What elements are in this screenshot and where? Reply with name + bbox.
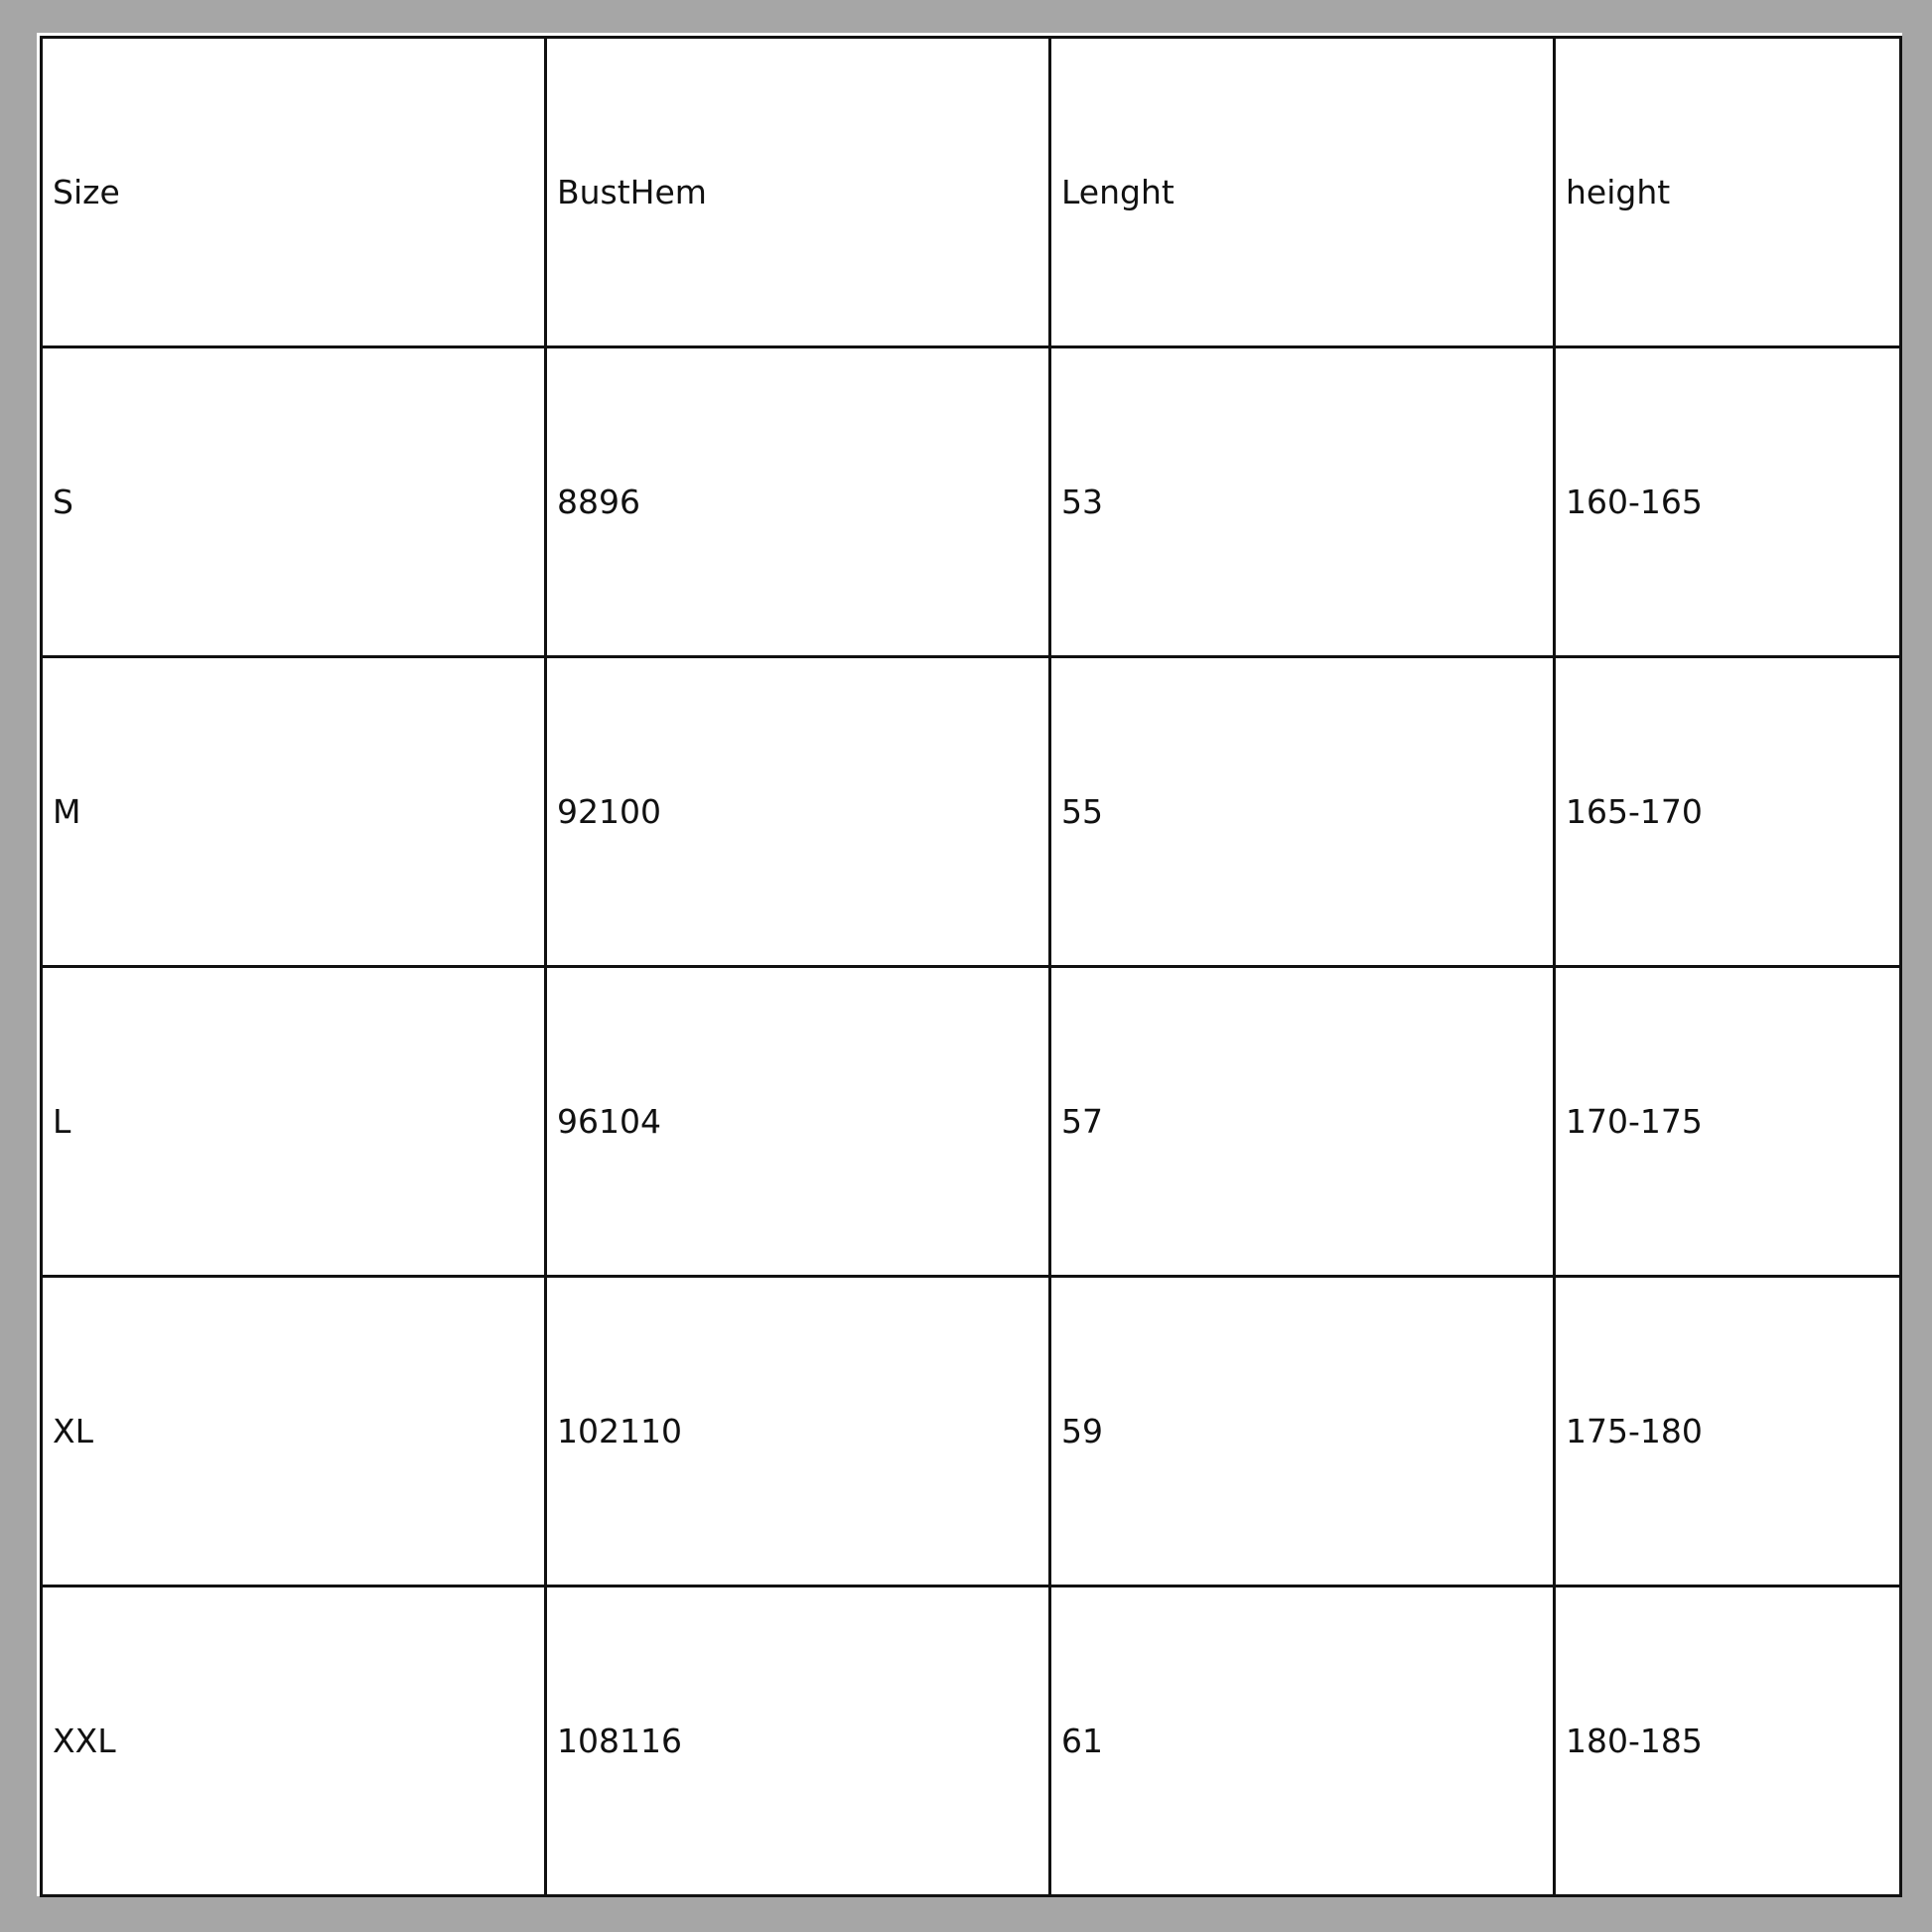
header-cell-size: Size (42, 38, 546, 347)
header-cell-length: Lenght (1050, 38, 1555, 347)
header-cell-busthem: BustHem (546, 38, 1050, 347)
header-cell-height: height (1555, 38, 1901, 347)
table-cell-size: M (42, 657, 546, 967)
table-cell-height: 180-185 (1555, 1587, 1901, 1896)
size-chart-table (40, 36, 1902, 1897)
table-cell-length: 55 (1050, 657, 1555, 967)
table-cell-busthem: 8896 (546, 347, 1050, 657)
table-row (42, 1277, 1901, 1587)
table-row (42, 657, 1901, 967)
table-cell-length: 61 (1050, 1587, 1555, 1896)
table-row (42, 967, 1901, 1277)
table-cell-height: 175-180 (1555, 1277, 1901, 1587)
table-cell-height: 170-175 (1555, 967, 1901, 1277)
table-cell-height: 160-165 (1555, 347, 1901, 657)
table-cell-size: S (42, 347, 546, 657)
table-cell-height: 165-170 (1555, 657, 1901, 967)
table-cell-size: L (42, 967, 546, 1277)
table-cell-length: 57 (1050, 967, 1555, 1277)
table-cell-size: XXL (42, 1587, 546, 1896)
table-row (42, 1587, 1901, 1896)
table-cell-busthem: 92100 (546, 657, 1050, 967)
table-cell-length: 53 (1050, 347, 1555, 657)
table-cell-busthem: 108116 (546, 1587, 1050, 1896)
table-cell-length: 59 (1050, 1277, 1555, 1587)
table-row (42, 347, 1901, 657)
table-header-row (42, 38, 1901, 347)
table-cell-busthem: 102110 (546, 1277, 1050, 1587)
table-cell-busthem: 96104 (546, 967, 1050, 1277)
table-cell-size: XL (42, 1277, 546, 1587)
